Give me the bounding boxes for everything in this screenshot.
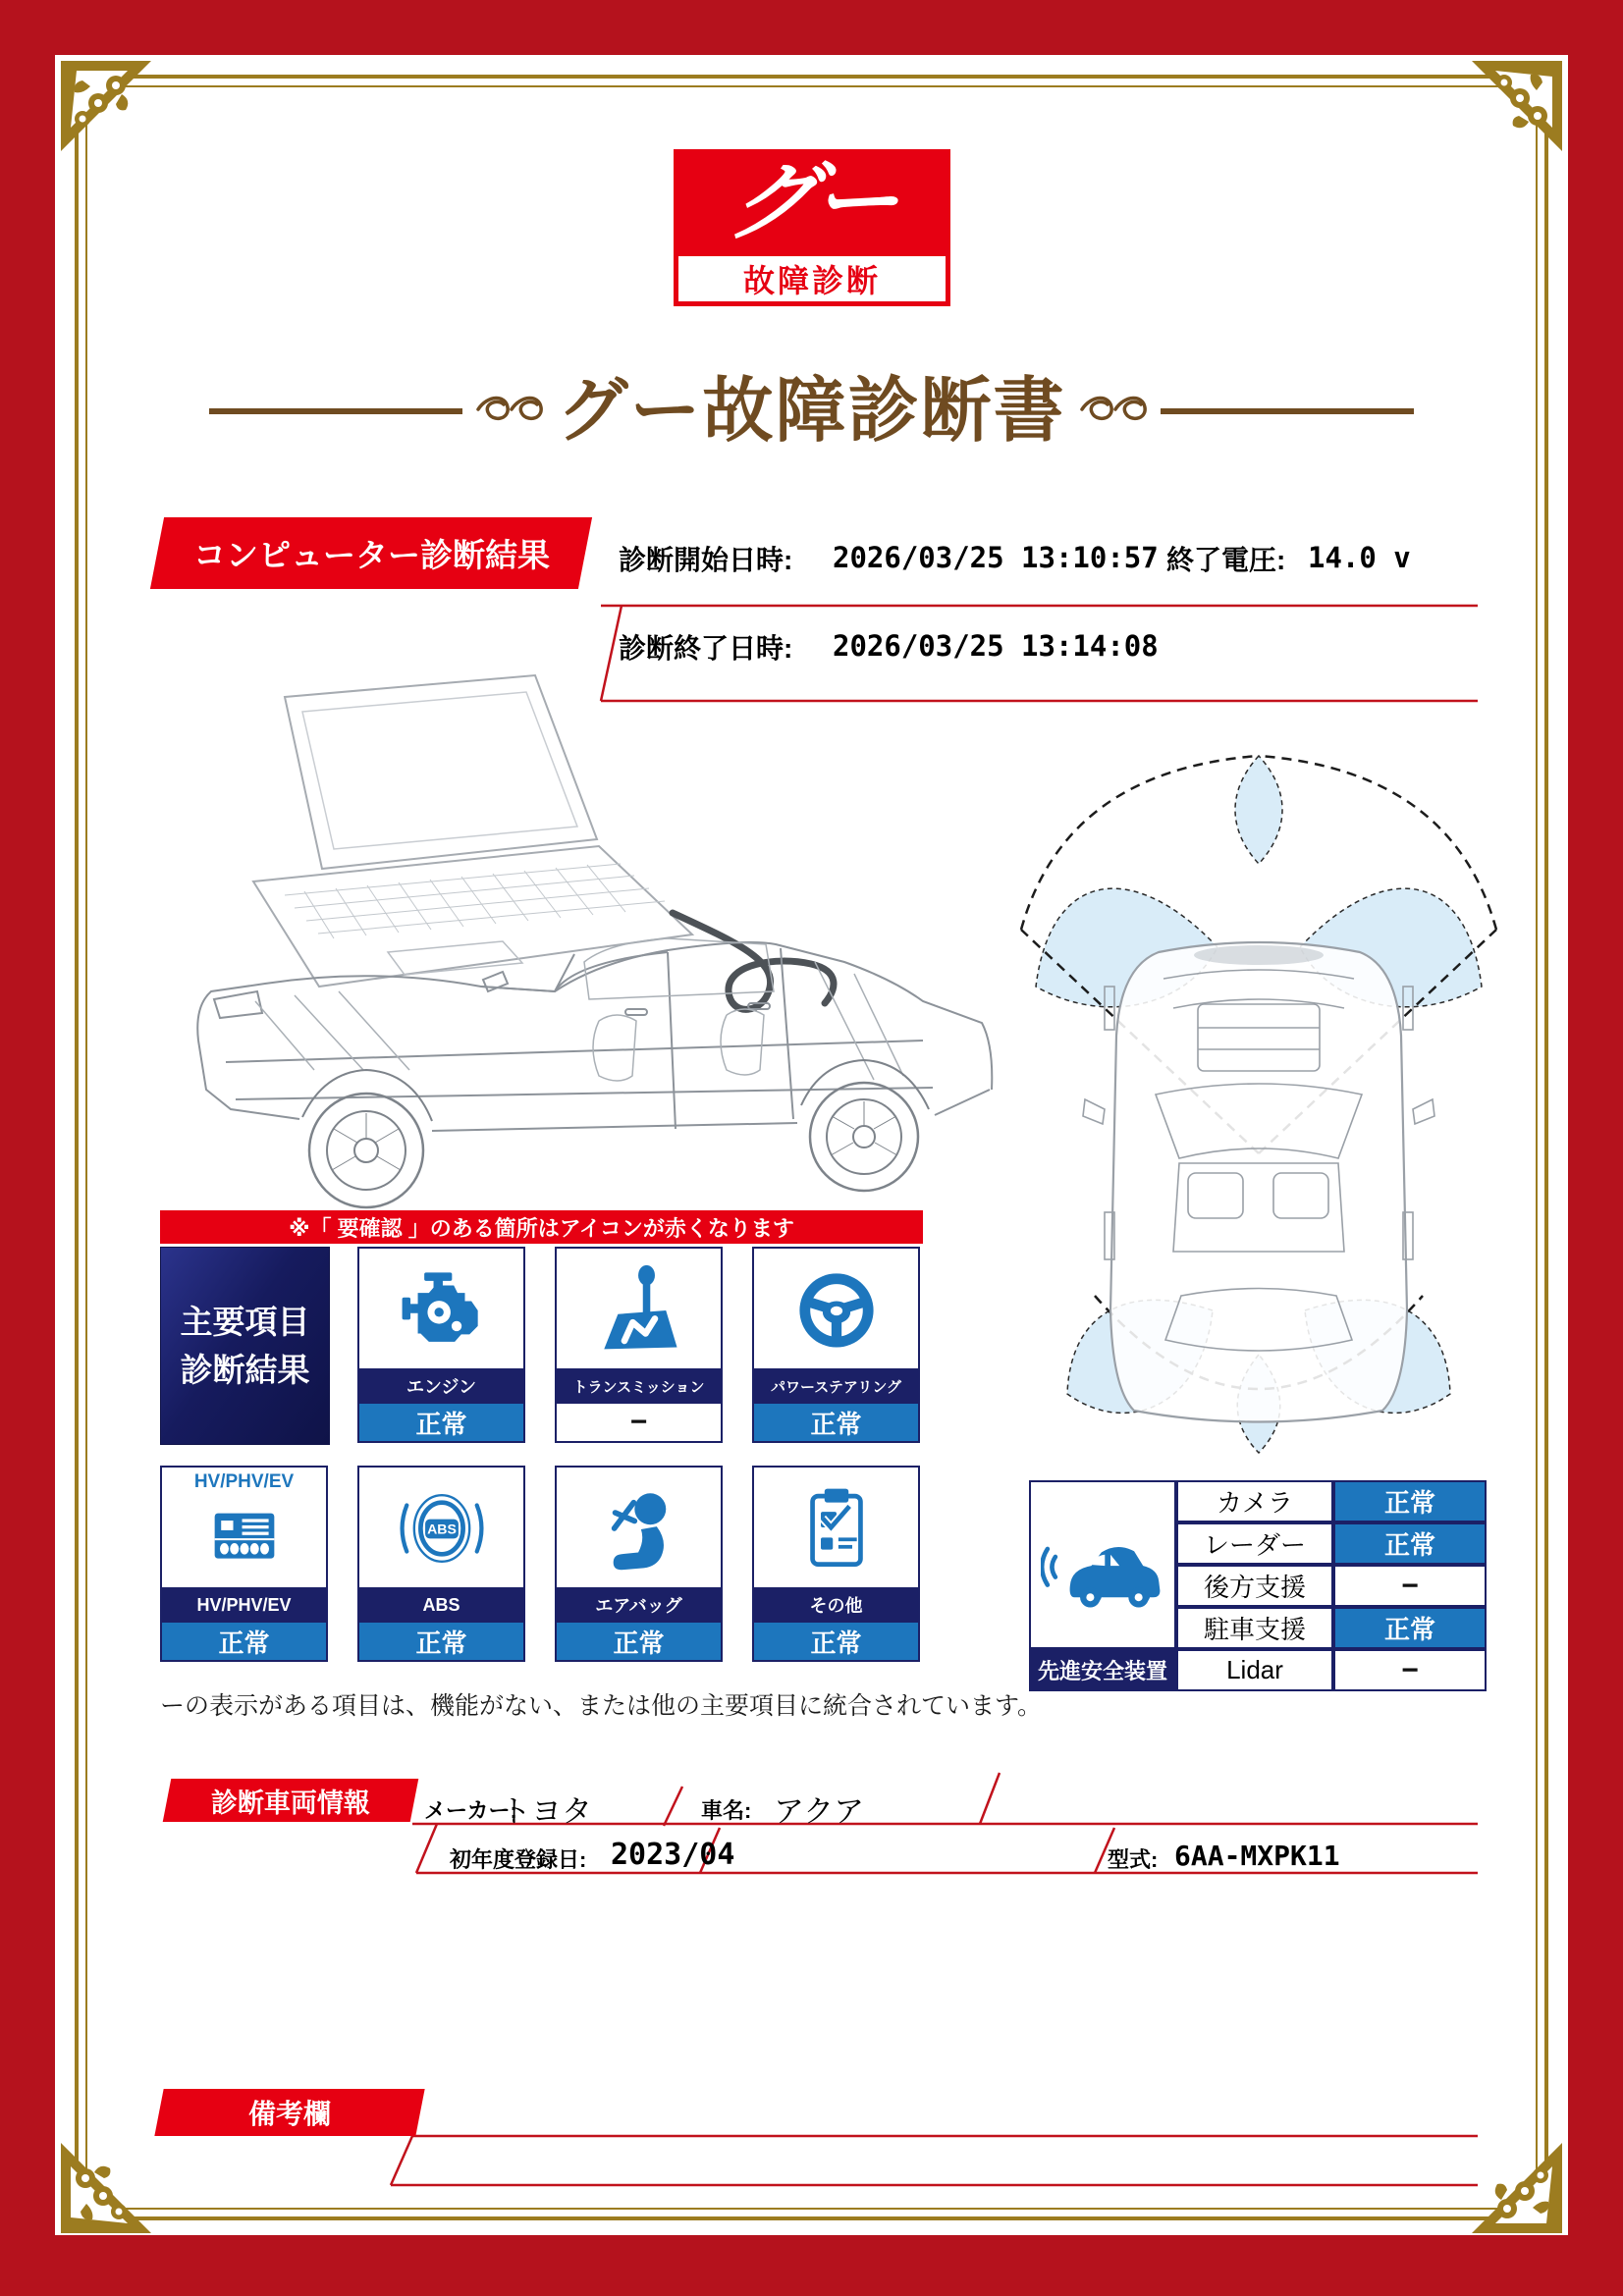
diagnosis-end-value: 2026/03/25 13:14:08 [833, 629, 1159, 663]
card-status: 正常 [754, 1623, 918, 1660]
dash-footnote: ーの表示がある項目は、機能がない、または他の主要項目に統合されています。 [160, 1692, 1043, 1720]
notice-banner: ※「 要確認 」のある箇所はアイコンが赤くなります [160, 1210, 923, 1244]
page-title: グー故障診断書 [557, 372, 1066, 451]
card-status: 正常 [162, 1623, 326, 1660]
steering-icon [754, 1249, 918, 1370]
result-card-engine [357, 1247, 525, 1443]
card-label: エアバッグ [557, 1587, 721, 1623]
adas-row-label-camera: カメラ [1176, 1480, 1333, 1522]
corner-ornament-icon [1464, 61, 1562, 159]
maker-label: メーカー: [424, 1798, 517, 1823]
adas-row-label-rear-support: 後方支援 [1176, 1565, 1333, 1607]
title-flourish-icon [1078, 393, 1149, 431]
adas-row-status-rear-support: − [1333, 1565, 1487, 1607]
adas-row-label-radar: レーダー [1176, 1522, 1333, 1565]
corner-ornament-icon [61, 61, 159, 159]
card-label: パワーステアリング [754, 1368, 918, 1404]
diagnosis-start-label: 診断開始日時: [619, 545, 793, 575]
card-label: HV/PHV/EV [162, 1587, 326, 1623]
car-name-label: 車名: [701, 1798, 752, 1823]
registration-label: 初年度登録日: [450, 1847, 587, 1872]
adas-row-label-parking-support: 駐車支援 [1176, 1607, 1333, 1649]
vehicle-info-banner-label: 診断車両情報 [211, 1788, 370, 1818]
model-code-label: 型式: [1108, 1847, 1159, 1872]
diagnosis-end-label: 診断終了日時: [619, 633, 793, 664]
main-results-header-line2: 診断結果 [180, 1352, 310, 1388]
remarks-banner [154, 2089, 424, 2136]
title-rule-left [209, 408, 462, 414]
hv-icon [162, 1483, 326, 1585]
adas-table [1029, 1480, 1487, 1691]
result-card-other [752, 1466, 920, 1662]
remarks-banner-label: 備考欄 [247, 2099, 331, 2129]
main-results-grid [160, 1247, 926, 1664]
transmission-icon [557, 1249, 721, 1370]
main-results-header-line1: 主要項目 [180, 1303, 310, 1340]
model-code-value: 6AA-MXPK11 [1174, 1840, 1340, 1872]
card-status: 正常 [359, 1623, 523, 1660]
end-voltage-value: 14.0 v [1308, 541, 1411, 574]
result-card-power-steering [752, 1247, 920, 1443]
card-status: 正常 [359, 1404, 523, 1441]
title-row [0, 372, 1623, 451]
vehicle-info-banner [163, 1779, 419, 1822]
laptop-car-illustration [137, 667, 1021, 1227]
registration-value: 2023/04 [611, 1838, 735, 1872]
sensor-coverage-illustration [1006, 663, 1502, 1468]
abs-icon [359, 1468, 523, 1589]
computer-diagnosis-banner [150, 517, 592, 589]
card-status: 正常 [557, 1623, 721, 1660]
adas-row-status-radar: 正常 [1333, 1522, 1487, 1565]
card-label: ABS [359, 1587, 523, 1623]
adas-row-status-parking-support: 正常 [1333, 1607, 1487, 1649]
adas-car-icon [1029, 1480, 1176, 1649]
card-status: − [557, 1404, 721, 1441]
card-label: その他 [754, 1587, 918, 1623]
main-results-header [160, 1247, 330, 1445]
card-label: エンジン [359, 1368, 523, 1404]
result-card-transmission [555, 1247, 723, 1443]
clipboard-icon [754, 1468, 918, 1589]
adas-row-label-lidar: Lidar [1176, 1649, 1333, 1691]
card-label: トランスミッション [557, 1368, 721, 1404]
engine-icon [359, 1249, 523, 1370]
goo-logo [674, 149, 950, 306]
svg-text:ABS: ABS [426, 1521, 457, 1537]
card-caption: HV/PHV/EV [193, 1471, 295, 1492]
maker-value: トヨタ [501, 1794, 592, 1829]
car-name-value: アクア [774, 1794, 865, 1829]
title-flourish-icon [474, 393, 545, 431]
computer-diagnosis-banner-label: コンピューター診断結果 [192, 537, 550, 573]
result-card-abs [357, 1466, 525, 1662]
corner-ornament-icon [61, 2135, 159, 2233]
adas-label: 先進安全装置 [1029, 1649, 1176, 1691]
airbag-icon [557, 1468, 721, 1589]
card-status: 正常 [754, 1404, 918, 1441]
corner-ornament-icon [1464, 2135, 1562, 2233]
diagnosis-start-value: 2026/03/25 13:10:57 [833, 541, 1159, 574]
result-card-hv-phv-ev [160, 1466, 328, 1662]
goo-logo-brand: グー [723, 153, 902, 250]
result-card-airbag [555, 1466, 723, 1662]
end-voltage-label: 終了電圧: [1166, 545, 1286, 575]
goo-logo-subtitle: 故障診断 [678, 256, 946, 301]
adas-row-status-lidar: − [1333, 1649, 1487, 1691]
title-rule-right [1161, 408, 1414, 414]
adas-row-status-camera: 正常 [1333, 1480, 1487, 1522]
